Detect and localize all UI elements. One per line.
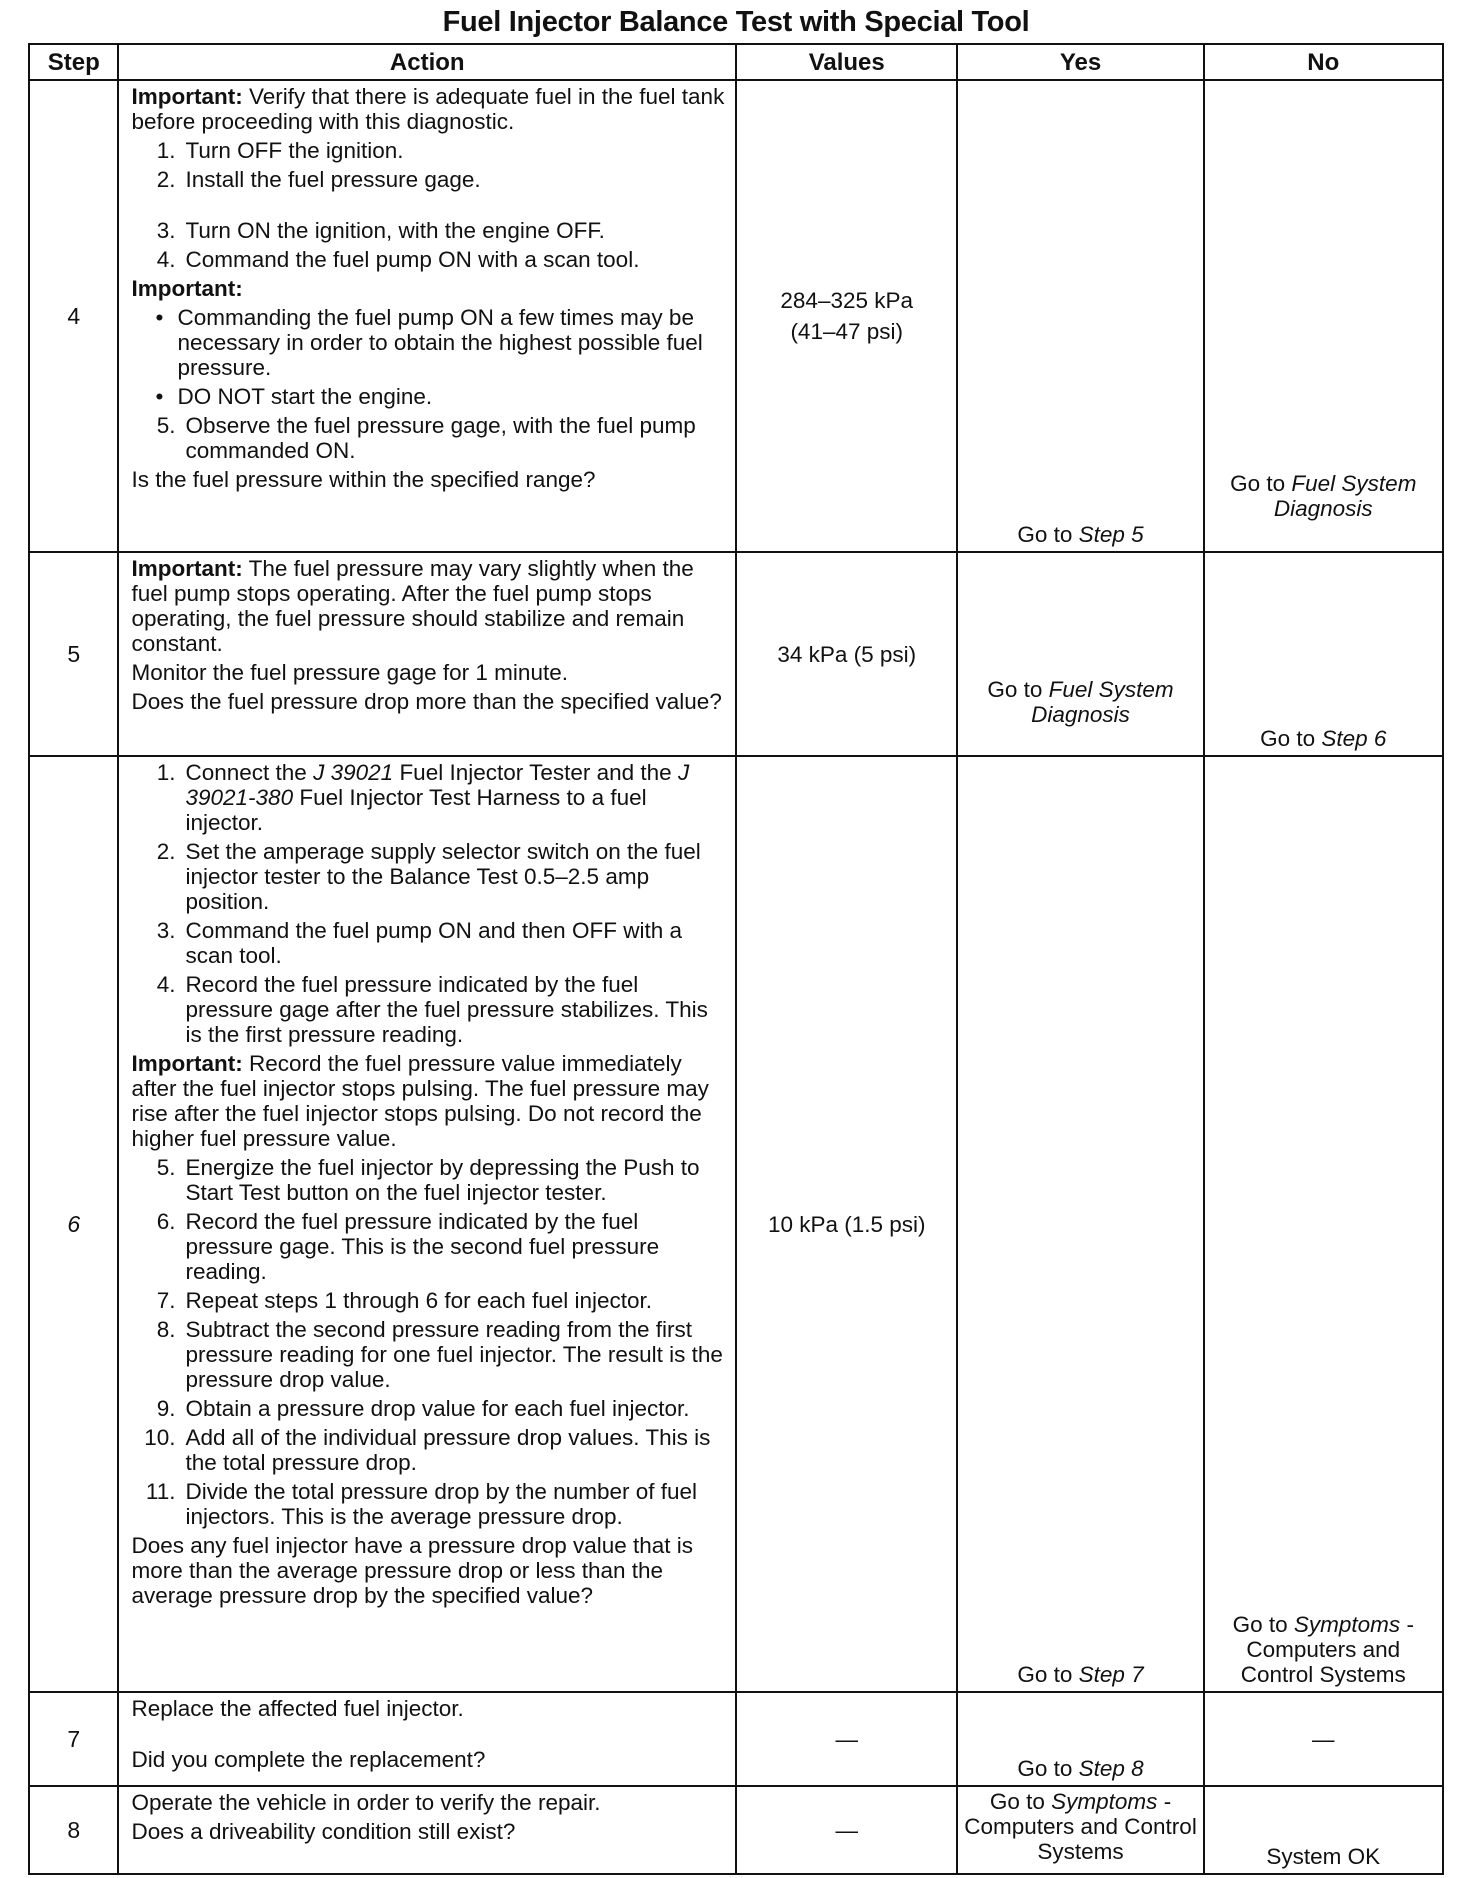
values-cell: — bbox=[736, 1786, 957, 1874]
step-link[interactable]: Step 7 bbox=[1078, 1662, 1144, 1687]
action-cell bbox=[118, 756, 736, 1692]
yes-cell bbox=[957, 80, 1203, 552]
no-cell bbox=[1204, 552, 1443, 756]
list-item: 4. Record the fuel pressure indicated by the fuel pressure gage after the fuel pressure stabilizes. This is the first pressure reading. bbox=[156, 972, 708, 1047]
important-note: Important: The fuel pressure may vary slightly when the fuel pump stops operating. After the fuel pump stops operating, the fuel pressure should stabilize and remain constant. bbox=[131, 556, 694, 656]
go-to-label: Go to bbox=[1017, 1756, 1073, 1781]
bullet-list bbox=[131, 305, 725, 409]
list-item: 9. Obtain a pressure drop value for each fuel injector. bbox=[156, 1396, 690, 1421]
reference-link[interactable]: Symptoms bbox=[1293, 1612, 1401, 1637]
question: Did you complete the replacement? bbox=[131, 1747, 486, 1772]
go-to-label: Go to bbox=[1017, 522, 1073, 547]
list-item: 2. Set the amperage supply selector switch on the fuel injector tester to the Balance Test 0.5–2.5 amp position. bbox=[156, 839, 701, 914]
table-row-step-5 bbox=[29, 552, 1443, 756]
go-to-label: Go to bbox=[1260, 726, 1316, 751]
step-link[interactable]: Step 6 bbox=[1321, 726, 1387, 751]
step-link[interactable]: Step 8 bbox=[1078, 1756, 1144, 1781]
values-cell: — bbox=[736, 1692, 957, 1786]
go-to-label: Go to bbox=[989, 1789, 1045, 1814]
list-item: 10. Add all of the individual pressure drop values. This is the total pressure drop. bbox=[144, 1425, 711, 1475]
instruction: Operate the vehicle in order to verify the repair. bbox=[131, 1790, 601, 1815]
instruction: Monitor the fuel pressure gage for 1 minute. bbox=[131, 660, 568, 685]
action-cell bbox=[118, 1692, 736, 1786]
important-label: Important: bbox=[131, 276, 243, 301]
reference-link[interactable]: Fuel System Diagnosis bbox=[1273, 471, 1417, 521]
list-item: 1. Turn OFF the ignition. bbox=[156, 138, 404, 163]
header-values: Values bbox=[736, 44, 957, 80]
go-to-label: Go to bbox=[987, 677, 1043, 702]
procedure-list bbox=[131, 413, 725, 463]
yes-cell bbox=[957, 1786, 1203, 1874]
important-note: Important: Record the fuel pressure value immediately after the fuel injector stops pulsing. The fuel pressure may rise after the fuel injector stops pulsing. Do not record the higher fuel pressure value. bbox=[131, 1051, 709, 1151]
go-to-label: Go to bbox=[1232, 1612, 1288, 1637]
yes-cell bbox=[957, 1692, 1203, 1786]
list-item: 6. Record the fuel pressure indicated by the fuel pressure gage. This is the second fuel pressure reading. bbox=[156, 1209, 660, 1284]
question: Does a driveability condition still exist? bbox=[131, 1819, 516, 1844]
document-title: Fuel Injector Balance Test with Special Tool bbox=[442, 6, 1030, 38]
no-cell bbox=[1204, 756, 1443, 1692]
header-row bbox=[29, 44, 1443, 80]
step-number: 8 bbox=[29, 1786, 118, 1874]
reference-suffix: - Computers and Control Systems bbox=[964, 1789, 1197, 1864]
step-number: 6 bbox=[29, 756, 118, 1692]
reference-link[interactable]: Symptoms bbox=[1051, 1789, 1158, 1814]
important-note: Important: Verify that there is adequate fuel in the fuel tank before proceeding with this diagnostic. bbox=[131, 84, 725, 134]
value-primary: 284–325 kPa bbox=[780, 288, 914, 313]
diagnostic-table bbox=[28, 43, 1444, 1875]
step-number: 4 bbox=[29, 80, 118, 552]
bullet-item: • Commanding the fuel pump ON a few times may be necessary in order to obtain the highest possible fuel pressure. bbox=[131, 305, 725, 380]
list-item: 3. Turn ON the ignition, with the engine OFF. bbox=[156, 218, 605, 243]
value-secondary: (41–47 psi) bbox=[790, 319, 904, 344]
no-cell bbox=[1204, 80, 1443, 552]
list-item: 4. Command the fuel pump ON with a scan tool. bbox=[156, 247, 640, 272]
tool-reference: J 39021-380 bbox=[185, 760, 690, 810]
no-cell: System OK bbox=[1204, 1786, 1443, 1874]
list-item: 3. Command the fuel pump ON and then OFF with a scan tool. bbox=[156, 918, 682, 968]
go-to-label: Go to bbox=[1017, 1662, 1073, 1687]
table-row-step-7 bbox=[29, 1692, 1443, 1786]
step-number: 7 bbox=[29, 1692, 118, 1786]
tool-reference: J 39021 bbox=[313, 760, 394, 785]
table-row-step-6 bbox=[29, 756, 1443, 1692]
header-step: Step bbox=[29, 44, 118, 80]
reference-suffix: - Computers and Control Systems bbox=[1240, 1612, 1414, 1687]
list-item: 5. Energize the fuel injector by depressing the Push to Start Test button on the fuel injector tester. bbox=[156, 1155, 700, 1205]
table-row-step-8 bbox=[29, 1786, 1443, 1874]
action-cell bbox=[118, 1786, 736, 1874]
procedure-list bbox=[131, 138, 725, 272]
header-action: Action bbox=[118, 44, 736, 80]
question: Does the fuel pressure drop more than the specified value? bbox=[131, 689, 722, 714]
table-row-step-4 bbox=[29, 80, 1443, 552]
go-to-label: Go to bbox=[1230, 471, 1286, 496]
action-cell bbox=[118, 552, 736, 756]
list-item: 7. Repeat steps 1 through 6 for each fuel injector. bbox=[156, 1288, 653, 1313]
question: Is the fuel pressure within the specified range? bbox=[131, 467, 596, 492]
step-link[interactable]: Step 5 bbox=[1078, 522, 1144, 547]
procedure-list bbox=[131, 1155, 725, 1529]
header-no: No bbox=[1204, 44, 1443, 80]
list-item: 11. Divide the total pressure drop by the number of fuel injectors. This is the average pressure drop. bbox=[145, 1479, 698, 1529]
values-cell: 34 kPa (5 psi) bbox=[736, 552, 957, 756]
list-item: 5. Observe the fuel pressure gage, with the fuel pump commanded ON. bbox=[156, 413, 696, 463]
values-cell bbox=[736, 80, 957, 552]
list-item: 2. Install the fuel pressure gage. bbox=[156, 167, 481, 192]
procedure-list bbox=[131, 760, 725, 1047]
no-cell: — bbox=[1204, 1692, 1443, 1786]
list-item: 8. Subtract the second pressure reading from the first pressure reading for one fuel injector. The result is the pressure drop value. bbox=[156, 1317, 723, 1392]
step-number: 5 bbox=[29, 552, 118, 756]
values-cell: 10 kPa (1.5 psi) bbox=[736, 756, 957, 1692]
instruction: Replace the affected fuel injector. bbox=[131, 1696, 464, 1721]
yes-cell bbox=[957, 552, 1203, 756]
bullet-item: • DO NOT start the engine. bbox=[131, 384, 725, 409]
header-yes: Yes bbox=[957, 44, 1203, 80]
question: Does any fuel injector have a pressure drop value that is more than the average pressure drop or less than the average pressure drop by the specified value? bbox=[131, 1533, 694, 1608]
reference-link[interactable]: Fuel System Diagnosis bbox=[1031, 677, 1174, 727]
yes-cell bbox=[957, 756, 1203, 1692]
action-cell bbox=[118, 80, 736, 552]
list-item: 1. Connect the J 39021 Fuel Injector Tester and the J 39021-380 Fuel Injector Test Harness to a fuel injector. bbox=[156, 760, 690, 835]
